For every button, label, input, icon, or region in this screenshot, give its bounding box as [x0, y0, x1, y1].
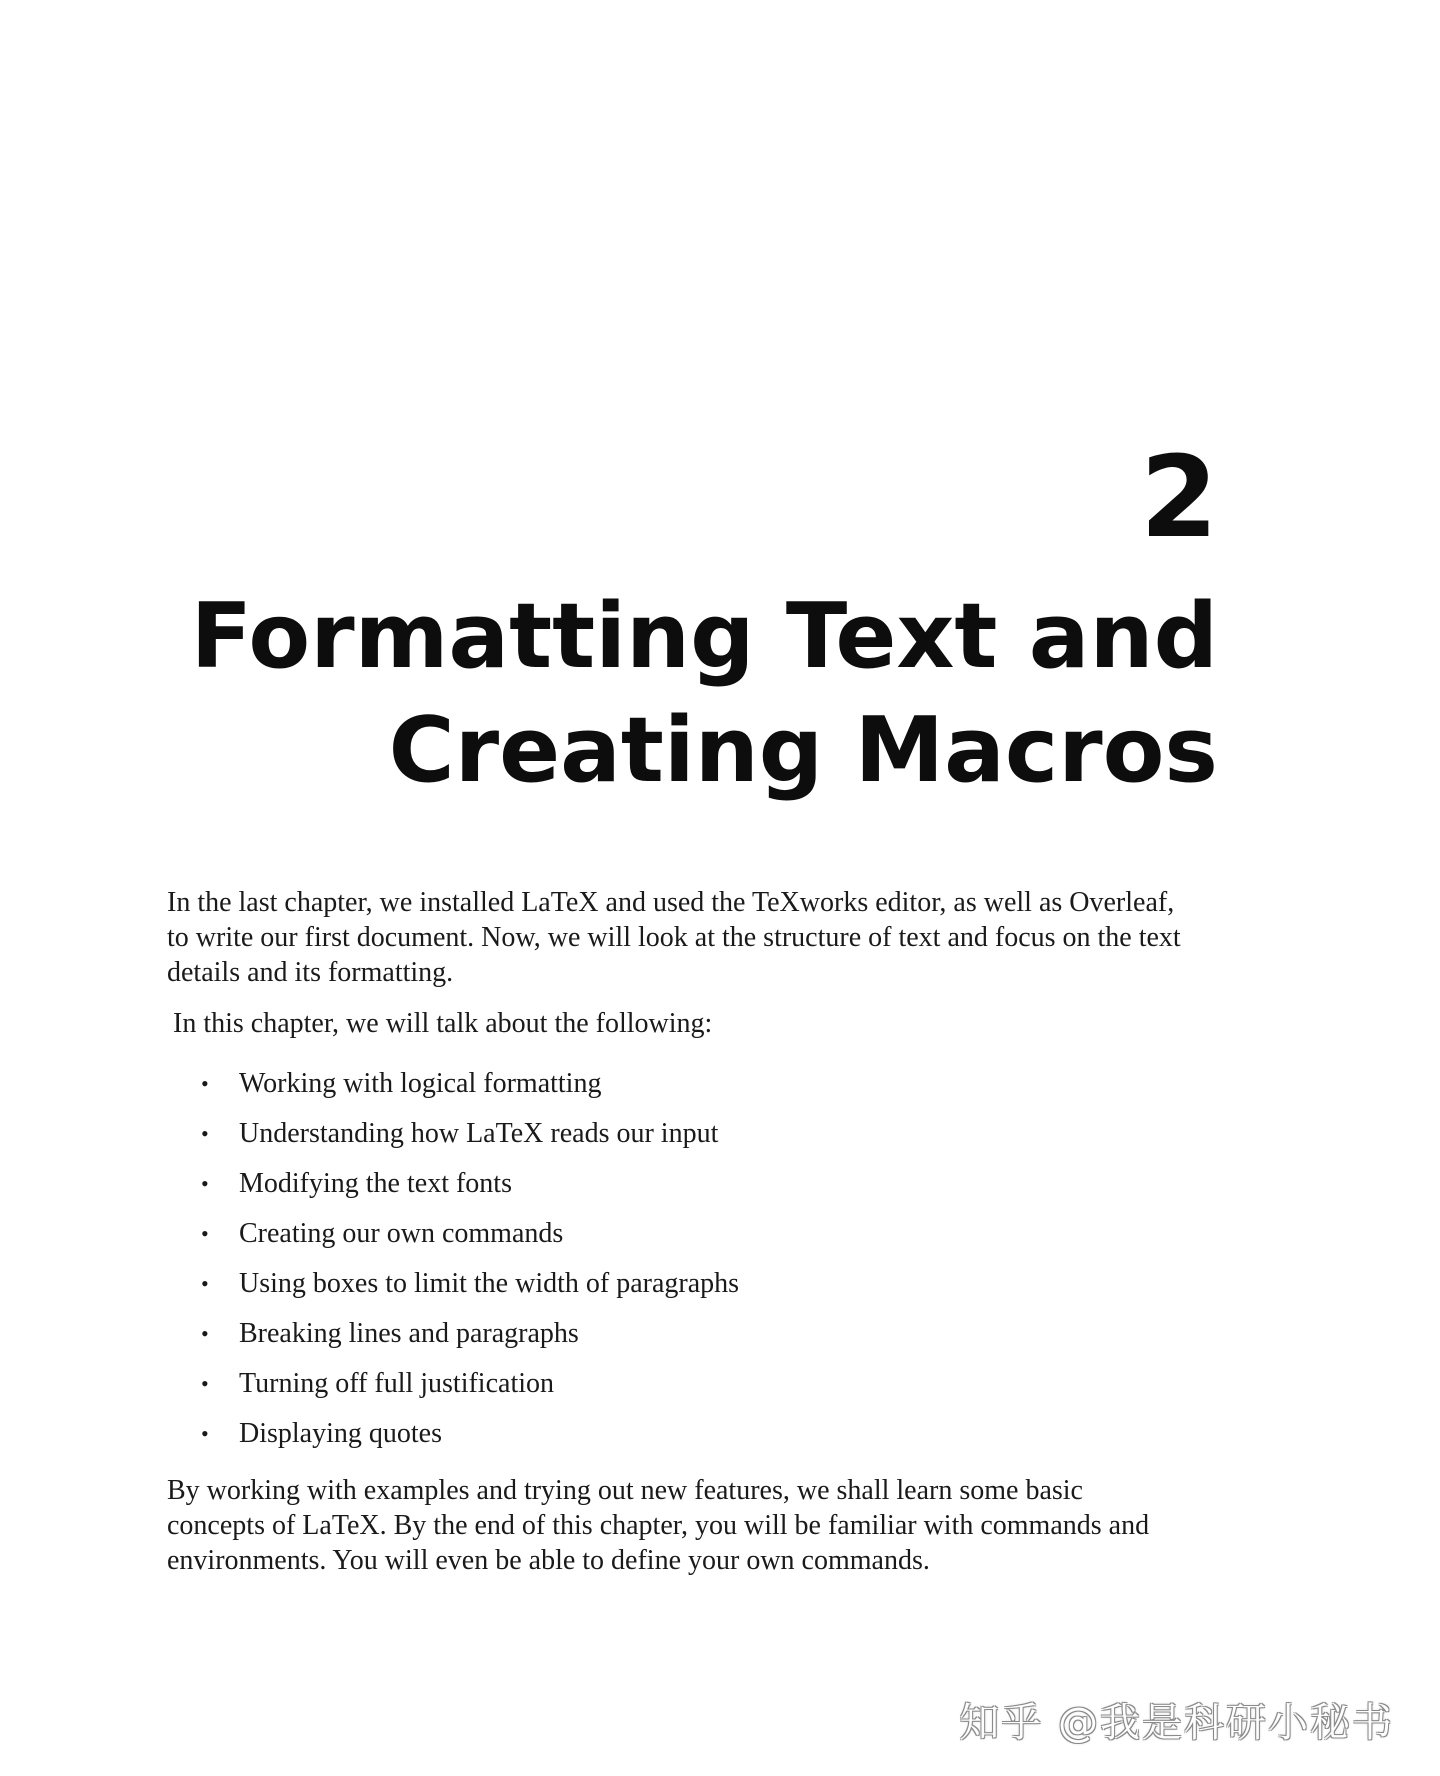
bullet-icon: • — [201, 1171, 209, 1196]
chapter-body — [167, 885, 1227, 1578]
intro-line-1: In the last chapter, we installed LaTeX and used the TeXworks editor, as well as Overleaf, — [167, 887, 1175, 918]
list-item-text: Understanding how LaTeX reads our input — [239, 1118, 719, 1149]
chapter-number: 2 — [1140, 433, 1218, 563]
bullet-icon: • — [201, 1371, 209, 1396]
topics-list — [167, 1059, 1227, 1459]
list-item — [167, 1309, 1227, 1359]
list-item — [167, 1259, 1227, 1309]
list-item — [167, 1209, 1227, 1259]
list-item — [167, 1109, 1227, 1159]
topics-lead-in: In this chapter, we will talk about the following: — [173, 1008, 713, 1039]
list-item-text: Using boxes to limit the width of paragraphs — [239, 1268, 740, 1299]
bullet-icon: • — [201, 1271, 209, 1296]
list-item-text: Breaking lines and paragraphs — [239, 1318, 579, 1349]
list-item-text: Displaying quotes — [239, 1418, 442, 1449]
watermark-text: 知乎 @我是科研小秘书 — [959, 1700, 1394, 1746]
list-item-text: Working with logical formatting — [239, 1068, 602, 1099]
chapter-title — [98, 580, 1218, 808]
closing-line-3: environments. You will even be able to define your own commands. — [167, 1545, 930, 1576]
intro-line-2: to write our first document. Now, we will look at the structure of text and focus on the text — [167, 922, 1181, 953]
list-item — [167, 1159, 1227, 1209]
intro-line-3: details and its formatting. — [167, 957, 454, 988]
bullet-icon: • — [201, 1221, 209, 1246]
bullet-icon: • — [201, 1321, 209, 1346]
list-item-text: Creating our own commands — [239, 1218, 564, 1249]
list-item — [167, 1359, 1227, 1409]
intro-paragraph — [167, 885, 1227, 990]
bullet-icon: • — [201, 1071, 209, 1096]
list-item — [167, 1409, 1227, 1459]
list-item-text: Modifying the text fonts — [239, 1168, 512, 1199]
chapter-title-line-1: Formatting Text and — [190, 584, 1218, 689]
list-item — [167, 1059, 1227, 1109]
closing-line-1: By working with examples and trying out new features, we shall learn some basic — [167, 1475, 1083, 1506]
bullet-icon: • — [201, 1121, 209, 1146]
list-item-text: Turning off full justification — [239, 1368, 554, 1399]
closing-line-2: concepts of LaTeX. By the end of this chapter, you will be familiar with commands and — [167, 1510, 1150, 1541]
chapter-title-line-2: Creating Macros — [388, 698, 1218, 803]
closing-paragraph — [167, 1473, 1227, 1578]
bullet-icon: • — [201, 1421, 209, 1446]
